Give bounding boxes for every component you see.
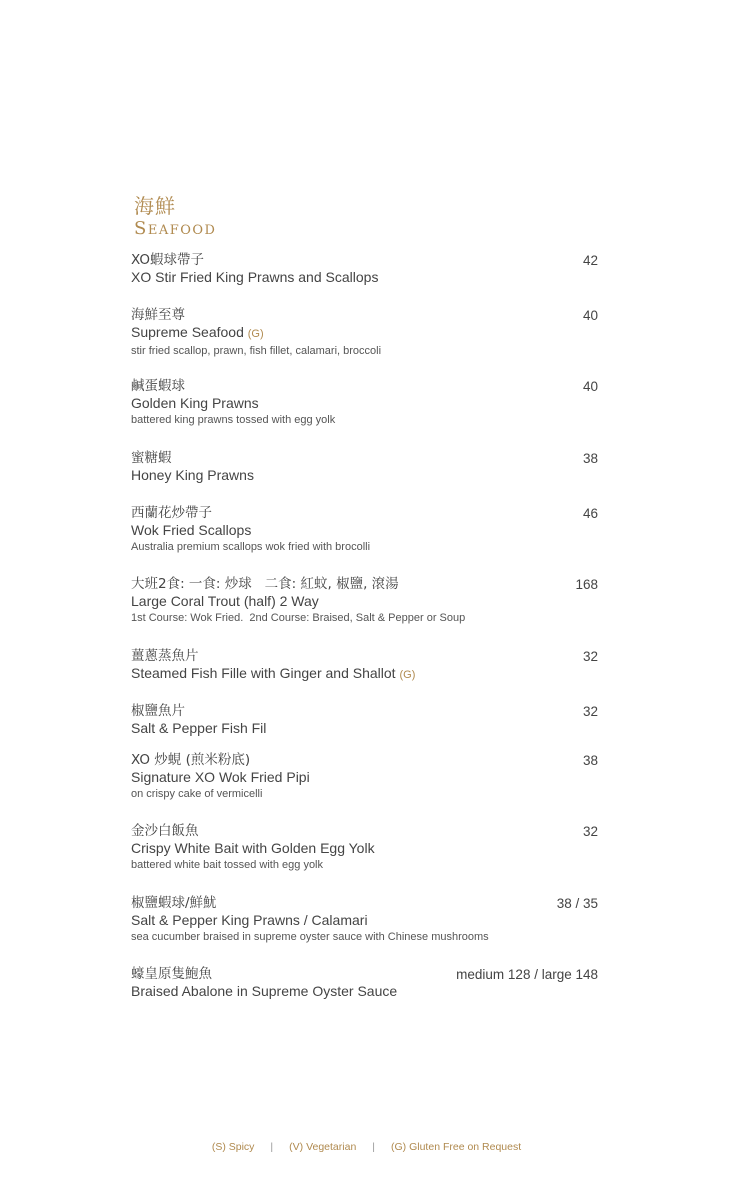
item-description: battered king prawns tossed with egg yolk [131,414,336,426]
menu-item [131,895,598,946]
legend-spicy: (S) Spicy [211,1141,255,1153]
legend-vegetarian: (V) Vegetarian [289,1141,357,1153]
item-description: 1st Course: Wok Fried. 2nd Course: Braised, Salt & Pepper or Soup [131,612,466,624]
item-name-english: Honey King Prawns [131,467,254,483]
item-name-chinese: 椒鹽蝦球/鮮魷 [131,895,217,911]
menu-item [131,378,598,429]
legend-gluten-free: (G) Gluten Free on Request [391,1141,522,1153]
item-name-english: Wok Fried Scallops [131,522,252,538]
item-name-chinese: 鹹蛋蝦球 [131,378,185,394]
item-name-english: Large Coral Trout (half) 2 Way [131,593,319,609]
menu-item [131,450,598,484]
item-name-chinese: 蜜糖蝦 [131,450,172,466]
menu-item [131,307,598,360]
item-name-chinese: 蠔皇原隻鮑魚 [131,966,212,982]
item-price: 40 [582,308,598,323]
item-name-english-text: Steamed Fish Fille with Ginger and Shallot [131,665,396,681]
section-header [134,194,216,240]
menu-item [131,703,598,737]
item-description: sea cucumber braised in supreme oyster sauce with Chinese mushrooms [131,931,489,943]
item-name-chinese: 海鮮至尊 [131,307,185,323]
menu-item [131,823,598,874]
item-name-english: Golden King Prawns [131,395,259,411]
item-name-english: Salt & Pepper Fish Fil [131,720,267,736]
item-price: 38 / 35 [556,896,598,911]
item-name-english: Braised Abalone in Supreme Oyster Sauce [131,983,398,999]
item-price: 42 [582,253,598,268]
item-name-chinese: 金沙白飯魚 [131,823,199,839]
menu-item [131,648,598,684]
item-name-chinese: 大班2食: 一食: 炒球 二食: 紅蚊, 椒鹽, 滾湯 [131,576,399,592]
item-price: 38 [582,451,598,466]
menu-item [131,505,598,556]
item-name-chinese: XO蝦球帶子 [131,252,205,268]
item-price: 46 [582,506,598,521]
item-name-chinese: 椒鹽魚片 [131,703,185,719]
menu-item [131,752,598,803]
gluten-free-tag: (G) [399,669,416,681]
item-name-english [131,324,598,343]
item-name-english: Crispy White Bait with Golden Egg Yolk [131,840,375,856]
item-name-chinese: 薑蔥蒸魚片 [131,648,199,664]
item-name-english-text: Supreme Seafood [131,324,244,340]
legend-separator: | [270,1141,274,1153]
item-price: 32 [582,824,598,839]
legend-separator: | [372,1141,376,1153]
item-price: 38 [582,753,598,768]
item-description: on crispy cake of vermicelli [131,788,263,800]
gluten-free-tag: (G) [247,328,264,340]
item-description: Australia premium scallops wok fried with brocolli [131,541,371,553]
item-description: battered white bait tossed with egg yolk [131,859,324,871]
section-title-english: Seafood [134,218,217,239]
section-title-chinese: 海鮮 [134,194,176,218]
menu-item [131,252,598,286]
item-name-english: XO Stir Fried King Prawns and Scallops [131,269,379,285]
dietary-legend [0,1141,733,1153]
item-name-english [131,665,598,684]
item-description: stir fried scallop, prawn, fish fillet, calamari, broccoli [131,345,382,357]
item-price: 168 [575,577,598,592]
item-name-chinese: 西蘭花炒帶子 [131,505,212,521]
menu-item [131,576,598,627]
item-name-english: Salt & Pepper King Prawns / Calamari [131,912,368,928]
item-price: 32 [582,649,598,664]
item-name-english: Signature XO Wok Fried Pipi [131,769,310,785]
item-name-chinese: XO 炒蜆 (煎米粉底) [131,752,251,768]
item-price: 40 [582,379,598,394]
item-price: 32 [582,704,598,719]
item-price: medium 128 / large 148 [456,967,598,982]
menu-item [131,966,598,1000]
